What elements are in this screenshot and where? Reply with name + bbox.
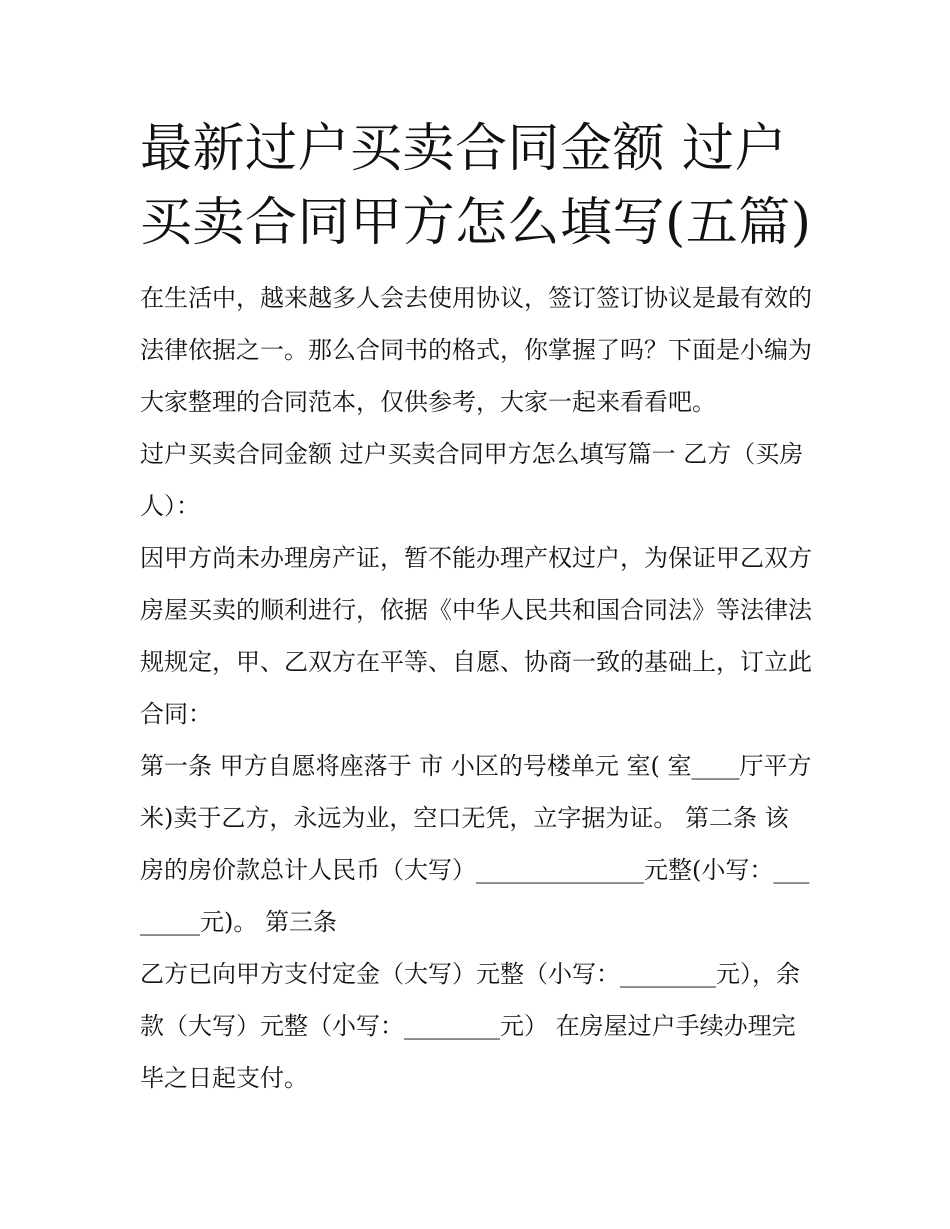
document-body (140, 112, 812, 1104)
document-title: 最新过户买卖合同金额 过户买卖合同甲方怎么填写(五篇) (140, 119, 812, 253)
clause-paragraph: 第一条 甲方自愿将座落于 市 小区的号楼单元 室( 室____厅平方米)卖于乙方，永远为业，空口无凭，立字据为证。 第二条 该房的房价款总计人民币（大写）______________元整(小写：________元)。 第三条 (140, 752, 812, 936)
section-heading-paragraph: 过户买卖合同金额 过户买卖合同甲方怎么填写篇一 乙方（买房人）： (140, 440, 804, 520)
contract-preamble-paragraph: 因甲方尚未办理房产证，暂不能办理产权过户，为保证甲乙双方房屋买卖的顺利进行，依据《中华人民共和国合同法》等法律法规规定，甲、乙双方在平等、自愿、协商一致的基础上，订立此合同： (140, 544, 812, 728)
intro-paragraph: 在生活中，越来越多人会去使用协议，签订签订协议是最有效的法律依据之一。那么合同书的格式，你掌握了吗？下面是小编为大家整理的合同范本，仅供参考，大家一起来看看吧。 (140, 284, 812, 416)
payment-paragraph: 乙方已向甲方支付定金（大写）元整（小写：________元），余款（大写）元整（小写：________元） 在房屋过户手续办理完毕之日起支付。 (140, 960, 800, 1092)
